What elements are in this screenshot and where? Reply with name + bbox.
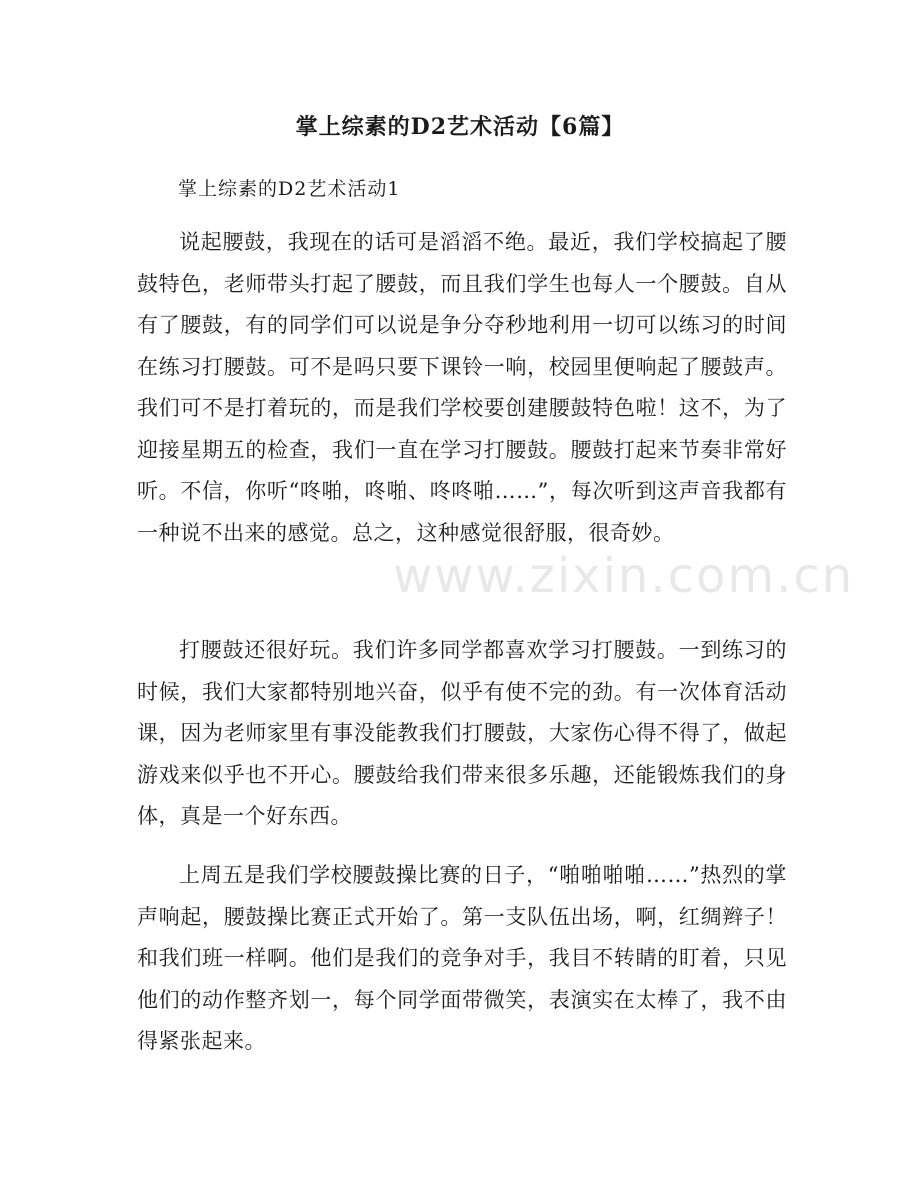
paragraph-2: 打腰鼓还很好玩。我们许多同学都喜欢学习打腰鼓。一到练习的时候，我们大家都特别地兴奋，似乎有使不完的劲。有一次体育活动课，因为老师家里有事没能教我们打腰鼓，大家伤心得不得了，做起游戏来似乎也不开心。腰鼓给我们带来很多乐趣，还能锻炼我们的身体，真是一个好东西。 [137,638,787,828]
document-title: 掌上综素的D2艺术活动【6篇】 [295,114,625,140]
section-subtitle: 掌上综素的D2艺术活动1 [178,178,401,200]
watermark: www.zixin.com.cn [393,548,855,604]
paragraph-3: 上周五是我们学校腰鼓操比赛的日子，“啪啪啪啪……”热烈的掌声响起，腰鼓操比赛正式开始了。第一支队伍出场，啊，红绸辫子！和我们班一样啊。他们是我们的竞争对手，我目不转睛的盯着，只见他们的动作整齐划一，每个同学面带微笑，表演实在太棒了，我不由得紧张起来。 [137,863,787,1053]
paragraph-1: 说起腰鼓，我现在的话可是滔滔不绝。最近，我们学校搞起了腰鼓特色，老师带头打起了腰鼓，而且我们学生也每人一个腰鼓。自从有了腰鼓，有的同学们可以说是争分夺秒地利用一切可以练习的时间在练习打腰鼓。可不是吗只要下课铃一响，校园里便响起了腰鼓声。我们可不是打着玩的，而是我们学校要创建腰鼓特色啦！这不，为了迎接星期五的检查，我们一直在学习打腰鼓。腰鼓打起来节奏非常好听。不信，你听“咚啪，咚啪、咚咚啪……”，每次听到这声音我都有一种说不出来的感觉。总之，这种感觉很舒服，很奇妙。 [137,230,787,545]
